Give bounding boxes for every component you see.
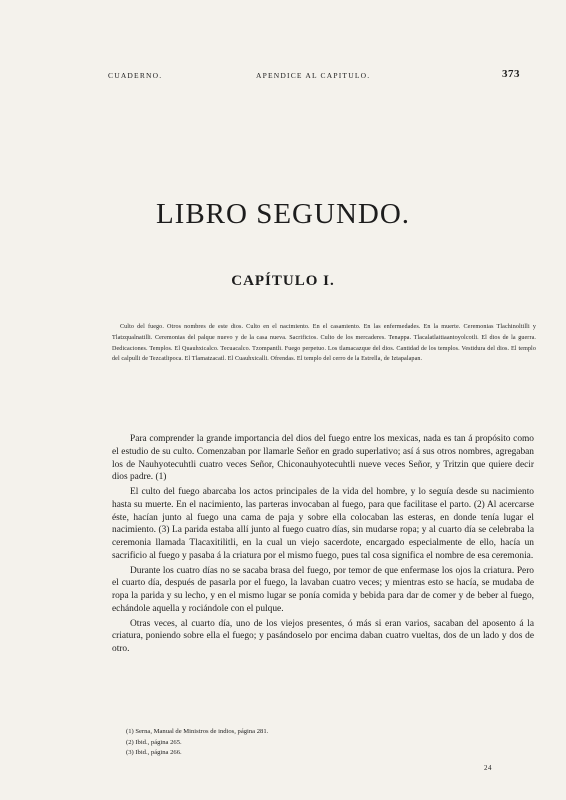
paragraph: Para comprender la grande importancia del dios del fuego entre los mexicas, nada es tan á propósito como el estudio de su culto. Comenzaban por llamarle Señor en grado superlativo; así á sus otros nombres, agregaban los de Nauhyotecuhtli cuatro veces Señor, Chiconauhyotecuhtli nueve veces Señor, y Tritzin que quiere decir dios padre. (1): [112, 434, 534, 483]
footnote: (3) Ibid., página 266.: [126, 749, 182, 756]
printer-signature: 24: [484, 764, 492, 772]
running-head-left: CUADERNO.: [108, 71, 163, 80]
footnote: (2) Ibid., página 265.: [126, 738, 182, 746]
page-number: 373: [502, 68, 520, 80]
chapter-summary: Culto del fuego. Otros nombres de este dios. Culto en el nacimiento. En el casamiento. En las enfermedades. En la muerte. Ceremonias Tlachinoltilli y Tlatzqualnatilli. Ceremonias del palque nuevo y de la casa nueva. Sacrificios. Culto de los mercaderes. Tenappa. Tlacalatlaitiaantoyolcotli. El dios de la guerra. Dedicaciones. Templos. El Quauhxicalco. Tecuacalco. Tzompantli. Fuego perpetuo. Los tlamacazque del dios. Cantidad de los templos. Vestidura del dios. El templo del calpulli de Tezcatlipoca. El Tlamatzacatl. El Cuauhxicalli. Ofrendas. El templo del cerro de la Estrella, de Iztapalapan.: [112, 324, 536, 363]
book-title: LIBRO SEGUNDO.: [155, 198, 411, 230]
paragraph: Durante los cuatro días no se sacaba brasa del fuego, por temor de que enfermase los ojos la criatura. Pero el cuarto día, después de pasarla por el fuego, la lavaban cuatro veces; y mientras esto se hacía, se mudaba de ropa la parida y su lecho, y en el mismo lugar se ponía comida y bebida para dar de comer y de beber al fuego, echándole aquella y rociándole con el pulque.: [112, 565, 534, 614]
paragraph: Otras veces, al cuarto día, uno de los viejos presentes, ó más si eran varios, sacaban del aposento á la criatura, poniendo sobre ella el fuego; y pasándoselo por encima daban cuatro vueltas, dos de un lado y dos de otro.: [112, 618, 534, 654]
footnotes: [126, 727, 426, 759]
paragraph: El culto del fuego abarcaba los actos principales de la vida del hombre, y lo seguía desde su nacimiento hasta su muerte. En el nacimiento, las parteras invocaban al fuego, para que facilitase el parto. (2) Al acercarse éste, hacían junto al fuego una cama de paja y sobre ella colocaban las esteras, en donde tenía lugar el nacimiento. (3) La parida estaba allí junto al fuego cuatro días, sin mudarse ropa; y al cuarto día se celebraba la ceremonia llamada Tlacaxitilitli, en la cual un viejo sacerdote, encargado especialmente de ello, hacía un sacrificio al fuego y pasaba á la criatura por el mismo fuego, pues tal cosa significa el nombre de esa ceremonia.: [112, 487, 534, 561]
running-head-center: APENDICE AL CAPITULO.: [256, 71, 371, 80]
chapter-title: CAPÍTULO I.: [231, 273, 335, 289]
footnote: (1) Serna, Manual de Ministros de indios, página 281.: [126, 728, 269, 735]
running-head: [108, 69, 520, 83]
body-text: [112, 433, 534, 658]
